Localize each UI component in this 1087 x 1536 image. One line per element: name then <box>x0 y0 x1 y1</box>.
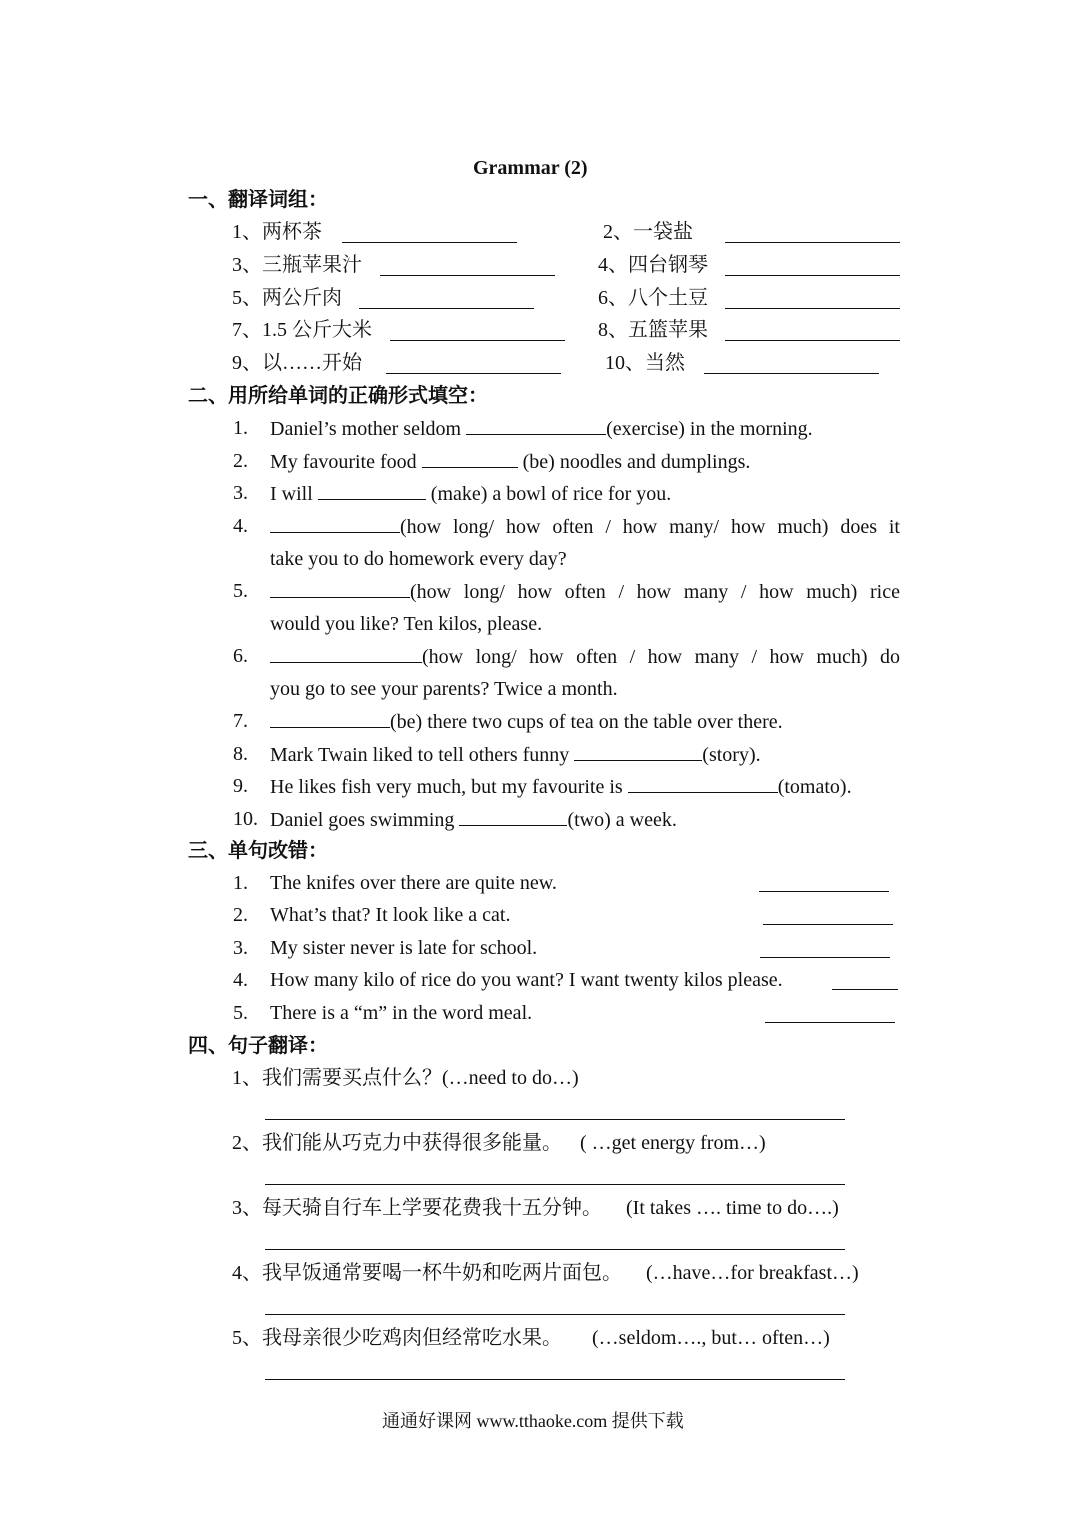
item-text: (be) noodles and dumplings. <box>517 451 751 473</box>
item-text: (exercise) in the morning. <box>606 418 813 440</box>
item-number: 8. <box>233 743 248 765</box>
section-2-heading: 二、用所给单词的正确形式填空： <box>188 385 488 407</box>
translation-hint: (It takes …. time to do….) <box>626 1197 839 1219</box>
item-text: Daniel goes swimming <box>270 809 455 831</box>
item-number: 5. <box>233 580 248 602</box>
item-number: 4. <box>233 969 248 991</box>
answer-line[interactable] <box>763 924 893 925</box>
answer-line[interactable] <box>265 1314 845 1315</box>
fill-item <box>270 449 750 474</box>
correction-sentence: What’s that? It look like a cat. <box>270 904 511 926</box>
translation-chinese: 3、每天骑自行车上学要花费我十五分钟。 <box>232 1197 602 1219</box>
item-text-continued: would you like? Ten kilos, please. <box>270 613 543 635</box>
translation-hint: ( …get energy from…) <box>580 1132 766 1154</box>
fill-item <box>270 416 813 441</box>
section-4-heading: 四、句子翻译： <box>188 1035 328 1057</box>
phrase-item: 4、四台钢琴 <box>598 254 708 276</box>
answer-line[interactable] <box>265 1379 845 1380</box>
answer-line[interactable] <box>265 1184 845 1185</box>
answer-line[interactable] <box>380 275 555 276</box>
phrase-item: 2、一袋盐 <box>603 221 693 243</box>
item-text: (story). <box>702 744 761 766</box>
correction-sentence: My sister never is late for school. <box>270 937 538 959</box>
answer-line[interactable] <box>725 340 900 341</box>
translation-prompt <box>232 1066 579 1090</box>
answer-line[interactable] <box>832 989 898 990</box>
answer-line[interactable] <box>725 308 900 309</box>
item-number: 5. <box>233 1002 248 1024</box>
item-text-continued: you go to see your parents? Twice a month. <box>270 678 618 700</box>
fill-item <box>270 709 783 734</box>
translation-prompt <box>232 1326 830 1350</box>
translation-chinese: 4、我早饭通常要喝一杯牛奶和吃两片面包。 <box>232 1262 622 1284</box>
phrase-item: 5、两公斤肉 <box>232 287 342 309</box>
item-text: (how long/ how often / how many / how much) rice <box>410 581 900 603</box>
fill-item <box>270 807 677 832</box>
item-number: 3. <box>233 937 248 959</box>
item-text: He likes fish very much, but my favourite is <box>270 776 623 798</box>
answer-line[interactable] <box>265 1249 845 1250</box>
answer-line[interactable] <box>390 340 565 341</box>
answer-line[interactable] <box>704 373 879 374</box>
correction-sentence: There is a “m” in the word meal. <box>270 1002 533 1024</box>
item-number: 1. <box>233 417 248 439</box>
answer-blank[interactable] <box>466 416 606 435</box>
item-number: 10. <box>233 808 258 830</box>
answer-line[interactable] <box>265 1119 845 1120</box>
phrase-item: 3、三瓶苹果汁 <box>232 254 362 276</box>
fill-item <box>270 579 900 604</box>
correction-sentence: The knifes over there are quite new. <box>270 872 557 894</box>
phrase-item: 10、当然 <box>605 352 685 374</box>
phrase-item: 8、五篮苹果 <box>598 319 708 341</box>
fill-item <box>270 774 852 799</box>
answer-blank[interactable] <box>459 807 567 826</box>
answer-line[interactable] <box>386 373 561 374</box>
fill-item <box>270 481 671 506</box>
item-text: (tomato). <box>777 776 852 798</box>
item-text: (two) a week. <box>567 809 677 831</box>
item-text-continued: take you to do homework every day? <box>270 548 567 570</box>
page-footer: 通通好课网 www.tthaoke.com 提供下载 <box>382 1411 684 1431</box>
phrase-item: 7、1.5 公斤大米 <box>232 319 372 341</box>
answer-blank[interactable] <box>270 644 422 663</box>
answer-blank[interactable] <box>574 742 702 761</box>
item-number: 6. <box>233 645 248 667</box>
item-number: 1. <box>233 872 248 894</box>
item-number: 2. <box>233 450 248 472</box>
item-number: 4. <box>233 515 248 537</box>
answer-line[interactable] <box>760 957 890 958</box>
translation-prompt <box>232 1261 859 1285</box>
fill-item <box>270 742 761 767</box>
translation-prompt <box>232 1131 766 1155</box>
item-number: 2. <box>233 904 248 926</box>
item-text: I will <box>270 483 313 505</box>
answer-blank[interactable] <box>628 774 778 793</box>
item-text: (how long/ how often / how many/ how much) does it <box>400 516 900 538</box>
translation-chinese: 1、我们需要买点什么？ <box>232 1067 442 1089</box>
item-text: (make) a bowl of rice for you. <box>425 483 672 505</box>
answer-line[interactable] <box>759 891 889 892</box>
page-title: Grammar (2) <box>473 157 588 179</box>
phrase-item: 6、八个土豆 <box>598 287 708 309</box>
section-3-heading: 三、单句改错： <box>188 840 328 862</box>
phrase-item: 1、两杯茶 <box>232 221 322 243</box>
fill-item <box>270 644 900 669</box>
correction-sentence: How many kilo of rice do you want? I want twenty kilos please. <box>270 969 783 991</box>
answer-line[interactable] <box>342 242 517 243</box>
answer-blank[interactable] <box>270 514 400 533</box>
translation-chinese: 5、我母亲很少吃鸡肉但经常吃水果。 <box>232 1327 562 1349</box>
item-text: Daniel’s mother seldom <box>270 418 462 440</box>
section-1-heading: 一、翻译词组： <box>188 189 328 211</box>
item-text: My favourite food <box>270 451 417 473</box>
item-text: Mark Twain liked to tell others funny <box>270 744 570 766</box>
item-text: (how long/ how often / how many / how much) do <box>422 646 900 668</box>
translation-hint: (…seldom…., but… often…) <box>592 1327 830 1349</box>
item-number: 7. <box>233 710 248 732</box>
answer-line[interactable] <box>765 1022 895 1023</box>
answer-line[interactable] <box>725 275 900 276</box>
item-number: 3. <box>233 482 248 504</box>
translation-chinese: 2、我们能从巧克力中获得很多能量。 <box>232 1132 562 1154</box>
item-text: (be) there two cups of tea on the table over there. <box>390 711 783 733</box>
answer-blank[interactable] <box>270 579 410 598</box>
translation-prompt <box>232 1196 839 1220</box>
answer-blank[interactable] <box>422 449 518 468</box>
answer-blank[interactable] <box>270 709 390 728</box>
phrase-item: 9、以……开始 <box>232 352 362 374</box>
answer-line[interactable] <box>359 308 534 309</box>
fill-item <box>270 514 900 539</box>
translation-hint: (…have…for breakfast…) <box>646 1262 859 1284</box>
item-number: 9. <box>233 775 248 797</box>
answer-blank[interactable] <box>318 481 426 500</box>
answer-line[interactable] <box>725 242 900 243</box>
translation-hint: (…need to do…) <box>442 1067 579 1089</box>
